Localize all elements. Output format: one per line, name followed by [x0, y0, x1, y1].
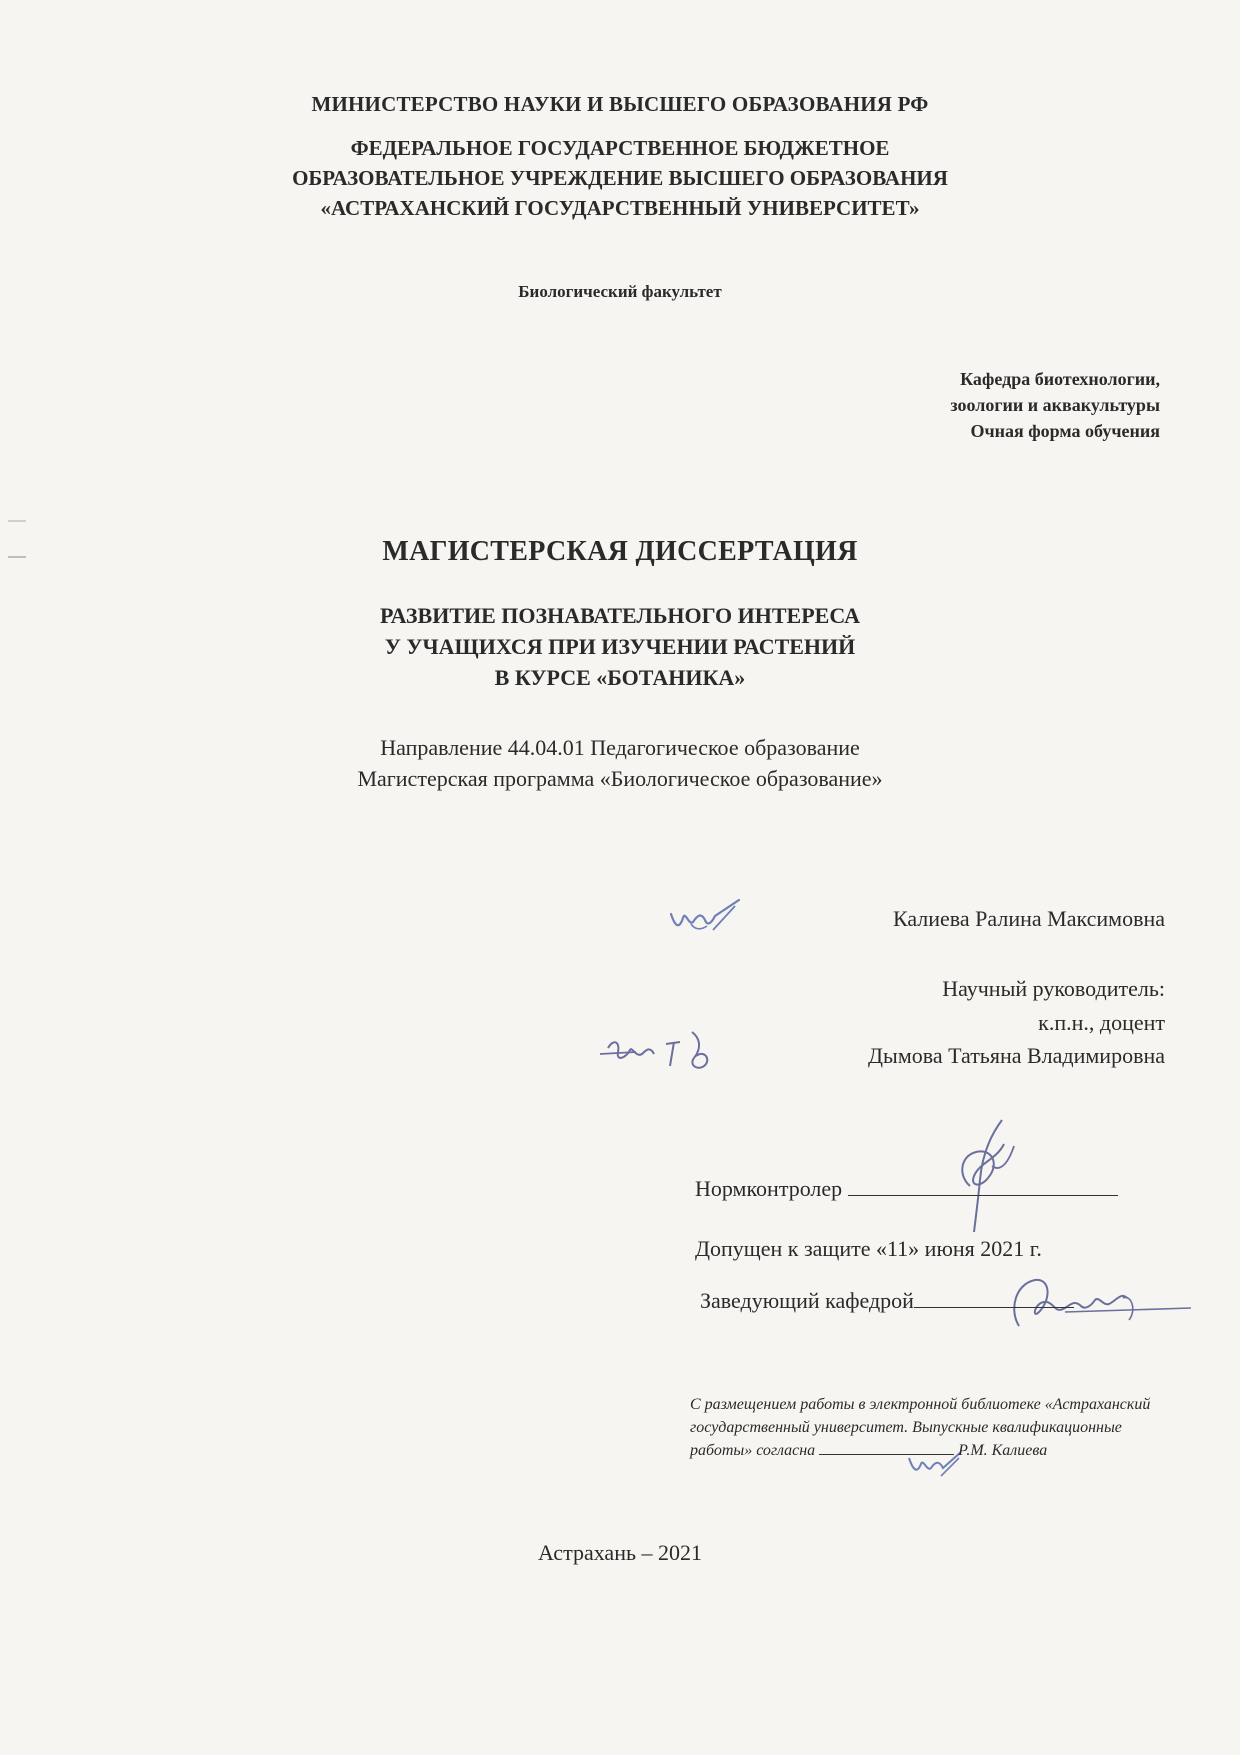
document-type: МАГИСТЕРСКАЯ ДИССЕРТАЦИЯ [382, 536, 858, 567]
normcontroller-label: Нормконтролер [695, 1176, 843, 1201]
student-name: Калиева Ралина Максимовна [892, 906, 1165, 931]
department-block [950, 366, 1160, 444]
department-head-signature-line [914, 1289, 1074, 1308]
faculty-name: Биологический факультет [518, 282, 722, 301]
institution-line: «АСТРАХАНСКИЙ ГОСУДАРСТВЕННЫЙ УНИВЕРСИТЕТ» [320, 196, 920, 220]
thesis-title-line: В КУРСЕ «БОТАНИКА» [494, 665, 746, 690]
institution-line: ОБРАЗОВАТЕЛЬНОЕ УЧРЕЖДЕНИЕ ВЫСШЕГО ОБРАЗОВАНИЯ [292, 166, 948, 190]
consent-signer: Р.М. Калиева [958, 1442, 1048, 1459]
normcontroller-line [695, 1176, 1118, 1202]
department-line: Кафедра биотехнологии, [960, 369, 1160, 389]
student-signature [665, 896, 745, 944]
ministry-heading: МИНИСТЕРСТВО НАУКИ И ВЫСШЕГО ОБРАЗОВАНИЯ РФ [311, 92, 929, 116]
program-line: Магистерская программа «Биологическое образование» [357, 766, 883, 791]
supervisor-name: Дымова Татьяна Владимировна [868, 1043, 1165, 1068]
department-head-label: Заведующий кафедрой [700, 1288, 914, 1313]
supervisor-label: Научный руководитель: [942, 976, 1165, 1001]
department-head-line [700, 1288, 1074, 1314]
direction-line: Направление 44.04.01 Педагогическое образование [380, 735, 860, 760]
scan-edge-mark [8, 520, 26, 522]
department-line: зоологии и аквакультуры [950, 395, 1160, 415]
normcontroller-signature-line [848, 1177, 1118, 1196]
thesis-title-line: РАЗВИТИЕ ПОЗНАВАТЕЛЬНОГО ИНТЕРЕСА [379, 603, 861, 628]
department-line: Очная форма обучения [970, 421, 1160, 441]
thesis-title [0, 600, 1240, 693]
study-direction [0, 732, 1240, 794]
supervisor-signature [596, 1028, 726, 1080]
supervisor-degree: к.п.н., доцент [1038, 1010, 1165, 1035]
city-year: Астрахань – 2021 [537, 1540, 703, 1565]
thesis-title-line: У УЧАЩИХСЯ ПРИ ИЗУЧЕНИИ РАСТЕНИЙ [384, 634, 856, 659]
institution-heading [0, 133, 1240, 223]
admission-date: Допущен к защите «11» июня 2021 г. [695, 1236, 1042, 1261]
institution-line: ФЕДЕРАЛЬНОЕ ГОСУДАРСТВЕННОЕ БЮДЖЕТНОЕ [350, 136, 890, 160]
consent-signature-line [819, 1442, 954, 1455]
consent-text: С размещением работы в электронной библиотеке «Астраханский государственный университет. Выпускные квалификационные работы» согласна [690, 1396, 1151, 1459]
library-consent [690, 1393, 1160, 1462]
